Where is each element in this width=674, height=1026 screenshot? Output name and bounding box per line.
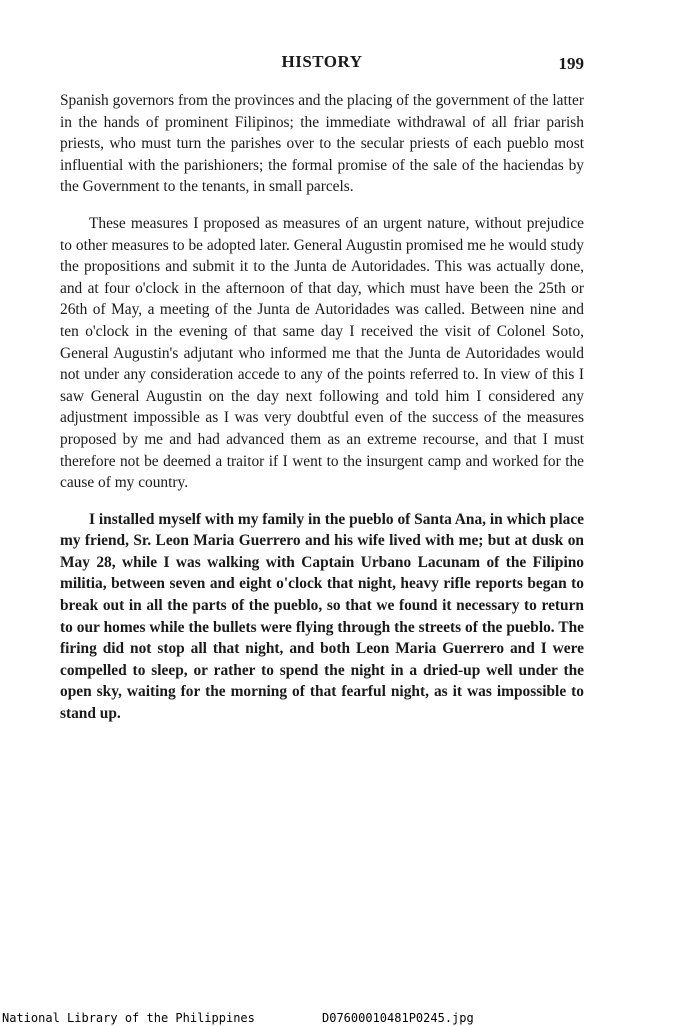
scan-footer <box>0 1010 674 1026</box>
paragraph-santa-ana: I installed myself with my family in the pueblo of Santa Ana, in which place my friend, Sr. Leon Maria Guerrero and his wife lived with me; but at dusk on May 28, while I was walking with Captain Urbano Lacunam of the Filipino militia, between seven and eight o'clock that night, heavy rifle reports began to break out in all the parts of the pueblo, so that we found it necessary to return to our homes while the bullets were flying through the streets of the pueblo. The firing did not stop all that night, and both Leon Maria Guerrero and I were compelled to sleep, or rather to spend the night in a dried-up well under the open sky, waiting for the morning of that fearful night, as it was impossible to stand up. <box>60 510 584 723</box>
body-text <box>60 90 584 740</box>
page-number: 199 <box>558 54 584 73</box>
paragraph-continued: Spanish governors from the provinces and the placing of the government of the latter in the hands of prominent Filipinos; the immediate withdrawal of all friar parish priests, who must turn the parishes over to the secular priests of each pueblo most influential with the parishioners; the formal promise of the sale of the haciendas by the Government to the tenants, in small parcels. <box>60 92 584 196</box>
page-header <box>60 52 584 76</box>
running-head: HISTORY <box>281 52 363 71</box>
paragraph-measures: These measures I proposed as measures of an urgent nature, without prejudice to other measures to be adopted later. General Augustin promised me he would study the propositions and submit it to the Junta de Autoridades. This was actually done, and at four o'clock in the afternoon of that day, which must have been the 25th or 26th of May, a meeting of the Junta de Autoridades was called. Between nine and ten o'clock in the evening of that same day I received the visit of Colonel Soto, General Augustin's adjutant who informed me that the Junta de Autoridades would not under any consideration accede to any of the points referred to. In view of this I saw General Augustin on the day next following and told him I considered any adjustment impossible as I was very doubtful even of the success of the measures proposed by me and had advanced them as an extreme recourse, and that I must therefore not be deemed a traitor if I went to the insurgent camp and worked for the cause of my country. <box>60 214 584 492</box>
footer-image-id: D07600010481P0245.jpg <box>322 1011 474 1025</box>
footer-library: National Library of the Philippines <box>2 1011 255 1025</box>
